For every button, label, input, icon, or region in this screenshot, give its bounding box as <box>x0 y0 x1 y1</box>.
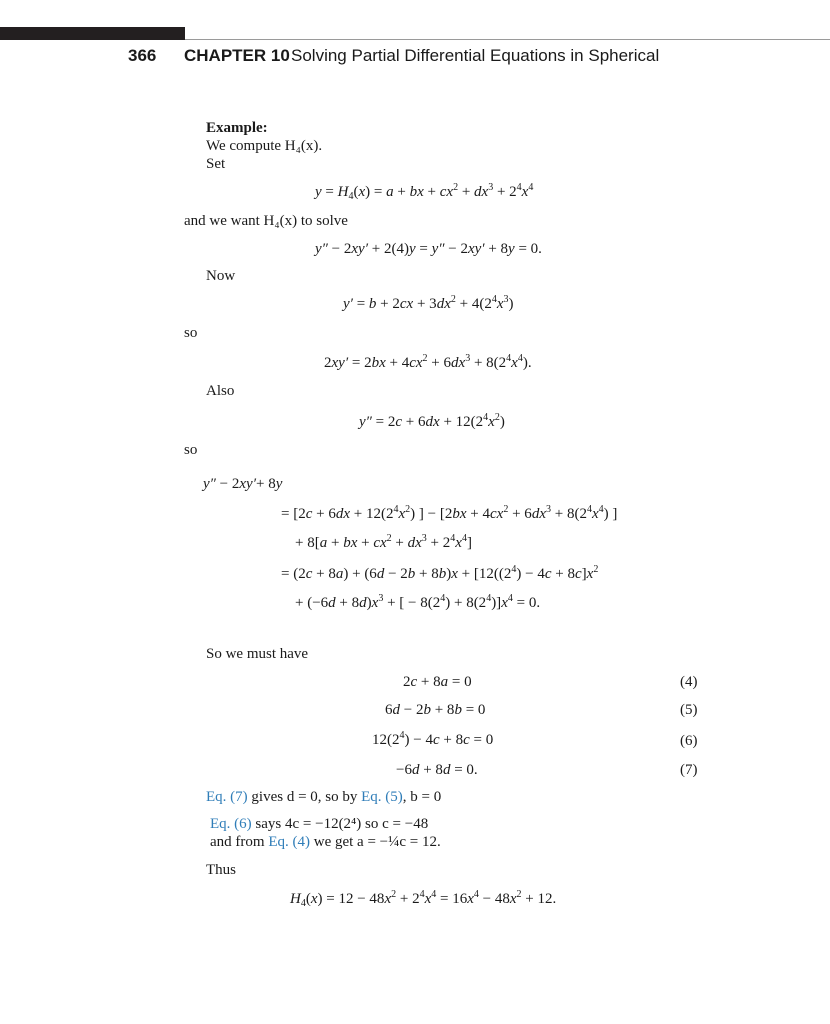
so-text-1: so <box>184 325 198 341</box>
get-text: we get a = −¼c = 12. <box>309 834 441 850</box>
equation-hermite: y″ − 2xy′ + 2(4)y = y″ − 2xy′ + 8y = 0. <box>315 241 542 257</box>
eq7-link[interactable]: Eq. (7) <box>206 789 248 805</box>
eq-number-5: (5) <box>680 702 698 718</box>
thus-text: Thus <box>206 862 236 878</box>
intro-text: We compute H₄(x). <box>206 138 323 154</box>
now-text: Now <box>206 268 236 284</box>
set-text: Set <box>206 156 226 172</box>
header-bar <box>0 27 185 40</box>
system-eq-5: 6d − 2b + 8b = 0 <box>385 702 486 718</box>
eq4-link[interactable]: Eq. (4) <box>268 834 310 850</box>
expansion-line-3: = $(2c + 8a) + (6d - 2b + 8b)x + [12((2^4) - 4c + 8c]x^2$ <box>281 564 599 582</box>
equation-definition: $y = H_4(x) = a$ + bx + $cx^2 + dx^3 + 2^4x^4$ <box>315 182 534 202</box>
want-text: and we want H₄(x) to solve <box>184 213 348 229</box>
conclusion-line-3 <box>210 834 441 851</box>
must-have-text: So we must have <box>206 646 309 662</box>
equation-first-derivative: $y' = b + 2cx + 3dx^2 + 4(2^4x^3)$ <box>343 294 514 312</box>
eq-number-4: (4) <box>680 674 698 690</box>
system-eq-7: −6d + 8d = 0. <box>396 762 478 778</box>
system-eq-6: $12(2^4) - 4c + 8c = 0$ <box>372 730 494 748</box>
expansion-line-4: + $(-6d + 8d)x^3$ + [ − $8(2^4) + 8(2^4)]x^4 = 0$. <box>295 593 541 611</box>
page-number: 366 <box>128 46 157 65</box>
eq-number-7: (7) <box>680 762 698 778</box>
eq-number-6: (6) <box>680 733 698 749</box>
conclusion-line-1 <box>206 789 441 806</box>
also-text: Also <box>206 383 235 399</box>
and-from-text: and from <box>210 834 269 850</box>
so-text-2: so <box>184 442 198 458</box>
chapter-title: Solving Partial Differential Equations in Spherical <box>291 46 660 65</box>
example-heading: Example: <box>206 120 268 136</box>
equation-2xy: $2xy' = 2bx + 4cx^2 + 6dx^3 + 8(2^4x^4)$. <box>324 353 532 371</box>
says-text: says 4c = −12(2⁴) so c = −48 <box>251 816 429 832</box>
gives-text: gives d = 0, so by <box>247 789 362 805</box>
header-rule <box>185 39 830 40</box>
equation-second-derivative: $y'' = 2c + 6dx + 12(2^4x^2)$ <box>359 412 505 430</box>
conclusion-line-2 <box>210 816 428 833</box>
chapter-label: CHAPTER 10 <box>184 46 290 65</box>
expansion-lhs: y″ − 2xy′+ 8y <box>203 476 283 492</box>
system-eq-4: 2c + 8a = 0 <box>403 674 472 690</box>
final-result: $H_4(x) = 12 - 48x^2 + 2^4x^4 = 16x^4 - 48x^2 + 12$. <box>290 889 557 909</box>
eq6-link[interactable]: Eq. (6) <box>210 816 252 832</box>
expansion-line-1: = [$2c + 6dx + 12(2^4x^2)$ ] − [$2bx + 4cx^2 + 6dx^3 + 8(2^4x^4)$ ] <box>281 504 618 522</box>
expansion-line-2: + 8[a + bx + $cx^2 + dx^3 + 2^4x^4$] <box>295 533 472 551</box>
eq5-link[interactable]: Eq. (5) <box>361 789 403 805</box>
b-text: , b = 0 <box>402 789 442 805</box>
